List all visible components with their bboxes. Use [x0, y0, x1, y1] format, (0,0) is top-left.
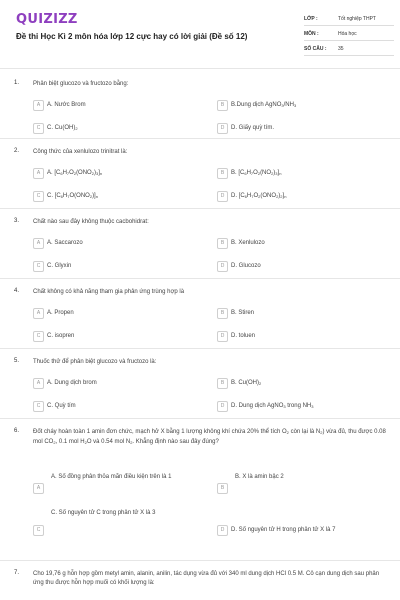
option-text: C. $[C_6H_7O(ONO_2)]_n$	[47, 193, 98, 199]
count-value: 35	[338, 46, 344, 52]
option-text: C. isopren	[47, 333, 75, 339]
quizizz-logo: QUIZIZZ	[16, 12, 78, 27]
option-text: C. $Cu(OH)_2$	[47, 125, 78, 131]
question-text: Thuốc thử để phân biệt glucozo và fructozo là:	[33, 359, 157, 365]
option-letter-box[interactable]: D	[217, 123, 228, 134]
question-number: 7.	[14, 570, 20, 576]
option-letter-box[interactable]: D	[217, 261, 228, 272]
question-divider	[0, 418, 400, 419]
class-value: Tốt nghiệp THPT	[338, 16, 376, 22]
option-text: D. $[C_6H_7O_2(ONO_2)_2]_n$	[231, 193, 287, 199]
option-text: D. Số nguyên tử H trong phân tử X là 7	[231, 527, 336, 533]
option-text: B. $Cu(OH)_2$	[231, 380, 262, 386]
option-letter-box[interactable]: C	[33, 261, 44, 272]
question-text: Cho 19,76 g hỗn hợp gồm metyl amin, alanin, anilin, tác dụng vừa đủ với 340 ml dung dịch HCl 0.5 M. Cô cạn dung dịch sau phản ứng thu được hỗn hợp muối có khối lượng là:	[33, 571, 380, 586]
option-letter-box[interactable]: D	[217, 191, 228, 202]
question-divider	[0, 560, 400, 561]
question-text: Công thức của xenlulozo trinitrat là:	[33, 149, 128, 155]
option-text: A. Nước Brom	[47, 102, 86, 108]
option-text: C. Glyxin	[47, 263, 72, 269]
subject-underline	[304, 40, 394, 41]
page-title: Đề thi Học Kì 2 môn hóa lớp 12 cực hay có lời giải (Đề số 12)	[16, 32, 248, 41]
option-text: A. Số đồng phân thỏa mãn điều kiện trên là 1	[51, 474, 172, 480]
option-letter-box[interactable]: C	[33, 331, 44, 342]
subject-value: Hóa học	[338, 31, 357, 37]
question-number: 4.	[14, 288, 20, 294]
question-text: Phân biệt glucozo và fructozo bằng:	[33, 81, 129, 87]
question-divider	[0, 208, 400, 209]
option-text: B.Dung dịch $AgNO_3/NH_3$	[231, 102, 297, 108]
option-text: D. Glucozo	[231, 263, 261, 269]
option-letter-box[interactable]: C	[33, 525, 44, 536]
question-divider	[0, 138, 400, 139]
question-divider	[0, 278, 400, 279]
header-divider	[0, 68, 400, 69]
option-text: B. Xenlulozo	[231, 240, 265, 246]
option-text: A. Propen	[47, 310, 74, 316]
option-text: A. Dung dịch brom	[47, 380, 97, 386]
count-label: SỐ CÂU :	[304, 46, 327, 52]
question-text: Chất nào sau đây không thuộc cacbohidrat:	[33, 219, 149, 225]
question-divider	[0, 348, 400, 349]
option-letter-box[interactable]: B	[217, 168, 228, 179]
question-number: 3.	[14, 218, 20, 224]
option-text: D. toluen	[231, 333, 256, 339]
option-letter-box[interactable]: C	[33, 123, 44, 134]
option-letter-box[interactable]: C	[33, 191, 44, 202]
count-underline	[304, 55, 394, 56]
option-letter-box[interactable]: B	[217, 100, 228, 111]
question-number: 5.	[14, 358, 20, 364]
option-text: D. Giấy quỳ tím.	[231, 125, 275, 131]
option-text: C. Quỳ tím	[47, 403, 76, 409]
option-letter-box[interactable]: B	[217, 378, 228, 389]
question-text: Đốt cháy hoàn toàn 1 amin đơn chức, mạch hở X bằng 1 lượng không khí chứa 20% thể tích $O_2$ còn lại là $N_2$) vừa đủ, thu được 0.08 mol $CO_2$, 0.1 mol $H_2O$ và 0.54 mol $N_2$. Khẳng định nào sau đây đúng?	[33, 429, 386, 445]
option-letter-box[interactable]: B	[217, 238, 228, 249]
option-letter-box[interactable]: B	[217, 483, 228, 494]
question-text: Chất không có khả năng tham gia phản ứng trùng hợp là	[33, 289, 185, 295]
option-text: B. $[C_6H_7O_2(NO_2)_3]_n$	[231, 170, 282, 176]
option-text: D. Dung dịch AgNO$_3$ trong $NH_3$	[231, 403, 314, 409]
subject-label: MÔN :	[304, 31, 319, 37]
option-letter-box[interactable]: A	[33, 100, 44, 111]
option-letter-box[interactable]: A	[33, 308, 44, 319]
question-number: 6.	[14, 428, 20, 434]
option-letter-box[interactable]: D	[217, 401, 228, 412]
option-letter-box[interactable]: A	[33, 238, 44, 249]
option-letter-box[interactable]: D	[217, 331, 228, 342]
option-text: B. Stiren	[231, 310, 255, 316]
option-text: A. Saccarozo	[47, 240, 83, 246]
option-text: B. X là amin bậc 2	[235, 474, 284, 480]
worksheet-header	[0, 0, 400, 75]
option-text: C. Số nguyên tử C trong phân tử X là 3	[51, 510, 156, 516]
option-letter-box[interactable]: C	[33, 401, 44, 412]
question-number: 2.	[14, 148, 20, 154]
class-label: LỚP :	[304, 16, 318, 22]
option-text: A. $[C_6H_7O_2(ONO_2)_3]_n$	[47, 170, 103, 176]
option-letter-box[interactable]: A	[33, 168, 44, 179]
option-letter-box[interactable]: D	[217, 525, 228, 536]
class-underline	[304, 25, 394, 26]
option-letter-box[interactable]: A	[33, 483, 44, 494]
option-letter-box[interactable]: B	[217, 308, 228, 319]
question-number: 1.	[14, 80, 20, 86]
option-letter-box[interactable]: A	[33, 378, 44, 389]
